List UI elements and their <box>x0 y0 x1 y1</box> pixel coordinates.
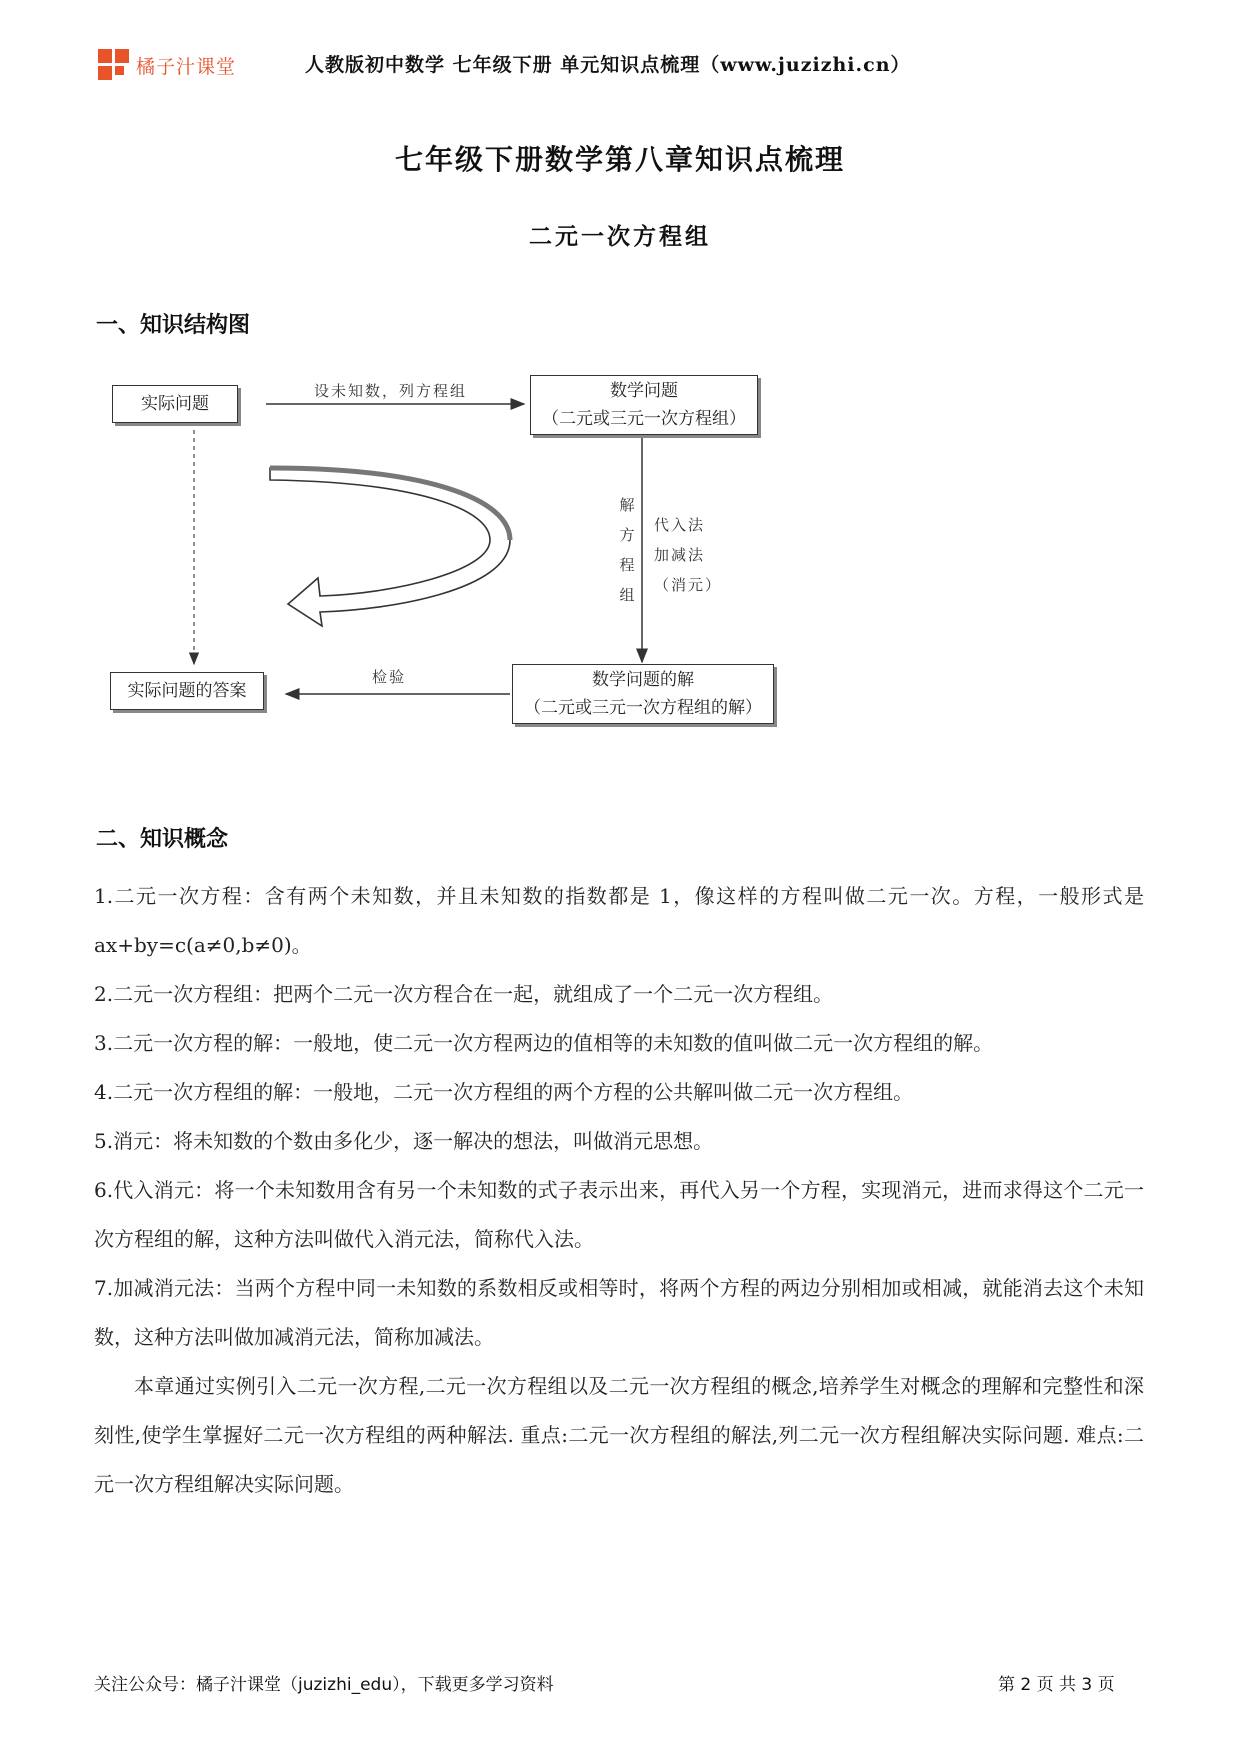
method-elimination: 加减法 <box>654 546 706 564</box>
page-header <box>0 0 1240 120</box>
label-formulate: 设未知数，列方程组 <box>314 382 468 400</box>
method-note: （消元） <box>654 576 723 594</box>
box-solution-line1: 数学问题的解 <box>592 670 694 690</box>
document-title: 七年级下册数学第八章知识点梳理 <box>394 143 845 176</box>
box-practical-problem <box>112 385 238 423</box>
box-practical-answer <box>110 672 264 710</box>
concept-paragraph: 2.二元一次方程组：把两个二元一次方程合在一起，就组成了一个二元一次方程组。 <box>94 982 834 1006</box>
logo-mark-icon <box>98 49 130 81</box>
knowledge-structure-diagram <box>90 360 810 750</box>
box-math-problem <box>530 375 758 435</box>
concept-paragraph: 6.代入消元：将一个未知数用含有另一个未知数的式子表示出来，再代入另一个方程，实现消元，进而求得这个二元一次方程组的解，这种方法叫做代入消元法，简称代入法。 <box>94 1178 1144 1251</box>
header-title: 人教版初中数学 七年级下册 单元知识点梳理（www.juzizhi.cn） <box>305 54 911 76</box>
vertical-char: 组 <box>619 586 635 604</box>
section-heading-concepts: 二、知识概念 <box>96 826 229 852</box>
label-solve-vertical <box>618 490 636 610</box>
concept-paragraph: 4.二元一次方程组的解：一般地，二元一次方程组的两个方程的公共解叫做二元一次方程组。 <box>94 1080 914 1104</box>
box-answer-label: 实际问题的答案 <box>127 681 247 701</box>
footer-note: 关注公众号：橘子汁课堂（juzizhi_edu），下载更多学习资料 <box>94 1675 554 1695</box>
method-substitution: 代入法 <box>654 516 706 534</box>
box-practical-label: 实际问题 <box>141 394 209 414</box>
concept-paragraph: 1.二元一次方程：含有两个未知数，并且未知数的指数都是 1，像这样的方程叫做二元一次。方程，一般形式是 ax+by=c(a≠0,b≠0)。 <box>94 884 1144 957</box>
concepts-content <box>94 872 1144 1509</box>
logo-text: 橘子汁课堂 <box>136 55 237 78</box>
vertical-char: 方 <box>619 526 635 544</box>
box-math-line1: 数学问题 <box>610 381 678 401</box>
label-methods <box>654 510 722 600</box>
chapter-summary: 本章通过实例引入二元一次方程,二元一次方程组以及二元一次方程组的概念,培养学生对概念的理解和完整性和深刻性,使学生掌握好二元一次方程组的两种解法. 重点:二元一次方程组的解法,列二元一次方程组解决实际问题. 难点:二元一次方程组解决实际问题。 <box>94 1374 1144 1496</box>
box-solution-line2: （二元或三元一次方程组的解） <box>524 698 762 718</box>
logo <box>98 48 236 82</box>
concept-paragraph: 7.加减消元法：当两个方程中同一未知数的系数相反或相等时，将两个方程的两边分别相加或相减，就能消去这个未知数，这种方法叫做加减消元法，简称加减法。 <box>94 1276 1144 1349</box>
box-math-line2: （二元或三元一次方程组） <box>542 409 746 429</box>
document-subtitle: 二元一次方程组 <box>529 223 711 250</box>
box-math-solution <box>512 664 774 724</box>
curved-arrow-icon <box>270 468 510 626</box>
concept-paragraph: 5.消元：将未知数的个数由多化少，逐一解决的想法，叫做消元思想。 <box>94 1129 714 1153</box>
section-heading-structure: 一、知识结构图 <box>96 312 251 338</box>
page-number: 第 2 页 共 3 页 <box>998 1675 1115 1695</box>
label-verify: 检验 <box>372 668 407 686</box>
vertical-char: 解 <box>619 496 635 514</box>
vertical-char: 程 <box>619 556 635 574</box>
concept-paragraph: 3.二元一次方程的解：一般地，使二元一次方程两边的值相等的未知数的值叫做二元一次方程组的解。 <box>94 1031 994 1055</box>
